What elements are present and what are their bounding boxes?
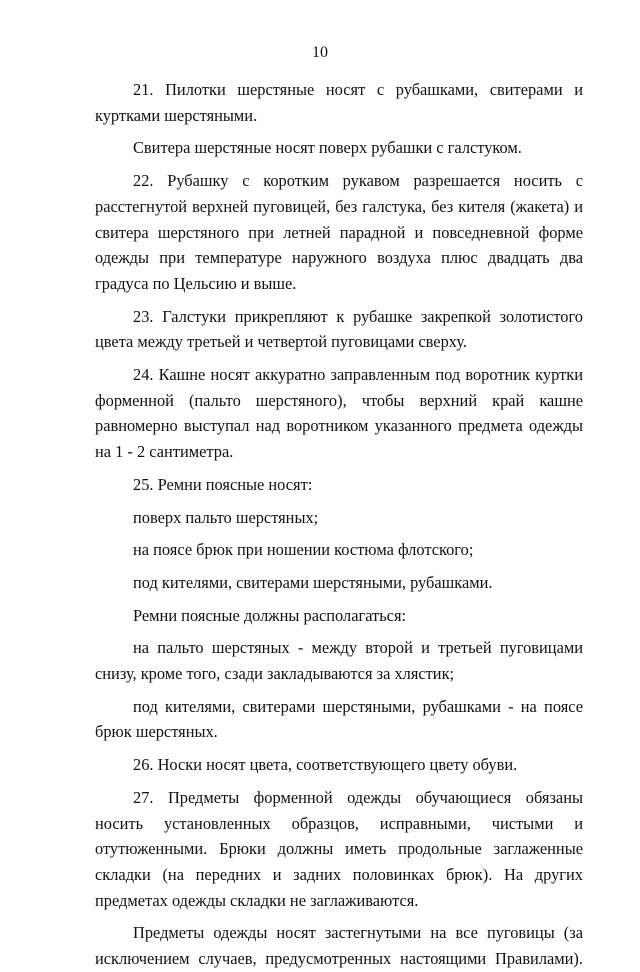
paragraph-belt-placement-item-2: под кителями, свитерами шерстяными, рубашками - на поясе брюк шерстяных. xyxy=(95,696,583,742)
paragraph-27: 27. Предметы форменной одежды обучающиеся обязаны носить установленных образцов, исправными, чистыми и отутюженными. Брюки должны иметь продольные заглаженные складки (на передних и задних половинках брюк). На других предметах одежды складки не заглаживаются. xyxy=(95,787,583,910)
paragraph-25-item-2: на поясе брюк при ношении костюма флотского; xyxy=(133,540,474,560)
paragraph-25: 25. Ремни поясные носят: xyxy=(133,474,313,494)
paragraph-22: 22. Рубашку с коротким рукавом разрешается носить с расстегнутой верхней пуговицей, без галстука, без кителя (жакета) и свитера шерстяного при летней парадной и повседневной форме одежды при температуре наружного воздуха плюс двадцать два градуса по Цельсию и выше. xyxy=(95,171,583,293)
paragraph-buttons: Предметы одежды носят застегнутыми на все пуговицы (за исключением случаев, предусмотренных настоящими Правилами). xyxy=(95,923,583,969)
paragraph-26: 26. Носки носят цвета, соответствующего цвету обуви. xyxy=(133,755,518,775)
document-body xyxy=(95,77,583,972)
paragraph-21: 21. Пилотки шерстяные носят с рубашками, свитерами и куртками шерстяными. xyxy=(95,80,583,125)
paragraph-belt-placement-item-1: на пальто шерстяных - между второй и третьей пуговицами снизу, кроме того, сзади закладываются за хлястик; xyxy=(95,638,583,684)
paragraph-sweaters: Свитера шерстяные носят поверх рубашки с галстуком. xyxy=(133,138,522,158)
page-number: 10 xyxy=(312,44,328,61)
paragraph-25-item-3: под кителями, свитерами шерстяными, рубашками. xyxy=(133,572,493,592)
paragraph-24: 24. Кашне носят аккуратно заправленным под воротник куртки форменной (пальто шерстяного), чтобы верхний край кашне равномерно выступал над воротником указанного предмета одежды на 1 - 2 сантиметра. xyxy=(95,365,583,462)
paragraph-belt-placement: Ремни поясные должны располагаться: xyxy=(133,605,407,625)
paragraph-23: 23. Галстуки прикрепляют к рубашке закрепкой золотистого цвета между третьей и четвертой пуговицами сверху. xyxy=(95,306,583,352)
paragraph-25-item-1: поверх пальто шерстяных; xyxy=(133,507,319,527)
